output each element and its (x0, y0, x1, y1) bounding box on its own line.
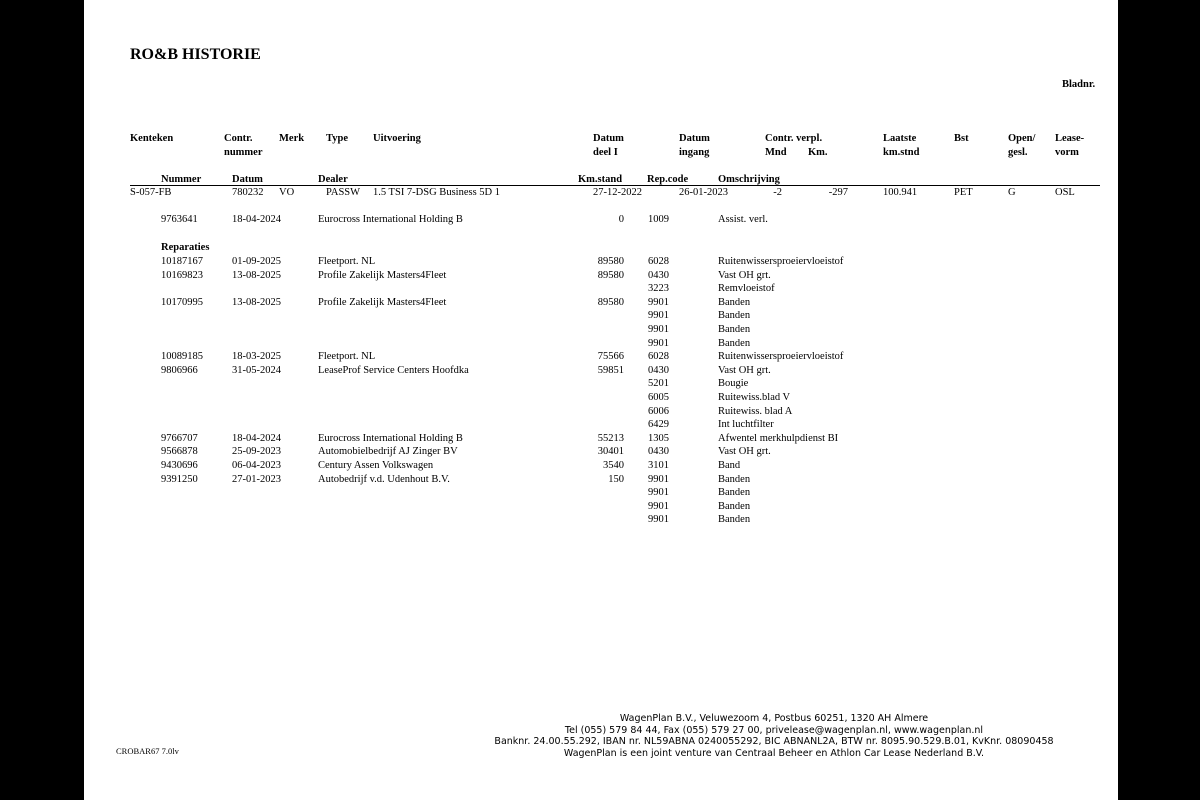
page-title: RO&B HISTORIE (130, 46, 261, 63)
repair-code: 0430 (648, 446, 669, 458)
header-open-line2: gesl. (1008, 147, 1028, 158)
repair-code: 9901 (648, 310, 669, 322)
vehicle-open-gesl: G (1008, 187, 1016, 198)
repair-datum: 01-09-2025 (232, 256, 281, 267)
header-datum: Datum (232, 174, 263, 185)
repair-dealer: Profile Zakelijk Masters4Fleet (318, 269, 447, 281)
repair-nummer: 10089185 (161, 351, 203, 363)
vehicle-km: -297 (828, 187, 848, 198)
repair-code: 3101 (648, 460, 669, 471)
assist-dealer: Eurocross International Holding B (318, 214, 463, 225)
repair-datum: 18-04-2024 (232, 432, 281, 444)
header-open-line1: Open/ (1008, 133, 1036, 144)
repair-omschrijving: Ruitenwissersproeiervloeistof (718, 351, 844, 363)
repair-omschrijving: Banden (718, 487, 751, 499)
header-km: Km. (808, 147, 828, 158)
header-datum-ingang-line1: Datum (679, 133, 710, 144)
repair-dealer: Century Assen Volkswagen (318, 460, 434, 471)
repair-code: 9901 (648, 296, 669, 308)
vehicle-merk: VO (279, 187, 295, 198)
header-laatste-line1: Laatste (883, 133, 917, 144)
assist-datum: 18-04-2024 (232, 214, 281, 225)
document-page (84, 0, 1118, 800)
repair-code: 6005 (648, 392, 669, 403)
repair-nummer: 10187167 (161, 256, 203, 267)
repair-code: 9901 (648, 514, 669, 526)
repair-datum: 18-03-2025 (232, 351, 281, 363)
reparaties-label: Reparaties (161, 242, 210, 253)
repair-dealer: Fleetport. NL (318, 351, 376, 363)
header-contr-verpl: Contr. verpl. (765, 133, 823, 144)
repair-nummer: 9766707 (161, 432, 198, 444)
repair-code: 6028 (648, 351, 669, 363)
assist-omschrijving: Assist. verl. (718, 214, 768, 225)
report-code: CROBAR67 7.0lv (116, 746, 179, 756)
repair-nummer: 9391250 (161, 473, 198, 485)
header-lease-line2: vorm (1055, 147, 1079, 158)
repair-code: 9901 (648, 337, 669, 349)
header-laatste-line2: km.stnd (883, 147, 920, 158)
repair-dealer: Automobielbedrijf AJ Zinger BV (318, 446, 458, 458)
header-uitvoering: Uitvoering (373, 133, 421, 144)
repair-code: 0430 (648, 269, 669, 281)
repair-km: 89580 (597, 269, 624, 281)
vehicle-mnd: -2 (773, 187, 782, 198)
header-lease-line1: Lease- (1055, 133, 1085, 144)
repair-code: 0430 (648, 364, 669, 376)
repair-code: 9901 (648, 487, 669, 499)
repair-omschrijving: Vast OH grt. (718, 269, 771, 281)
repair-nummer: 9430696 (161, 460, 198, 471)
repair-omschrijving: Banden (718, 310, 751, 322)
repair-omschrijving: Ruitewiss.blad V (718, 392, 791, 403)
repair-dealer: LeaseProf Service Centers Hoofdka (318, 364, 469, 376)
repair-omschrijving: Banden (718, 514, 751, 526)
assist-km: 0 (618, 214, 624, 225)
repair-datum: 31-05-2024 (232, 364, 281, 376)
repair-nummer: 9566878 (161, 446, 198, 458)
footer-line-bank: Banknr. 24.00.55.292, IBAN nr. NL59ABNA 0240055292, BIC ABNANL2A, BTW nr. 8095.90.529.B.01, KvKnr. 08090458 (494, 736, 1054, 747)
header-datum-ingang-line2: ingang (679, 147, 710, 158)
repair-km: 89580 (597, 296, 624, 308)
header-dealer: Dealer (318, 174, 348, 185)
repair-dealer: Fleetport. NL (318, 256, 376, 267)
repair-code: 6429 (648, 419, 669, 431)
repair-km: 75566 (597, 351, 624, 363)
header-bst: Bst (954, 133, 969, 144)
vehicle-laatste-km: 100.941 (883, 187, 918, 198)
footer-line-address: WagenPlan B.V., Veluwezoom 4, Postbus 60251, 1320 AH Almere (619, 713, 929, 724)
header-contr-line1: Contr. (224, 133, 253, 144)
repair-km: 55213 (597, 432, 624, 444)
header-datum-deel1-line2: deel I (593, 147, 618, 158)
header-contr-line2: nummer (224, 147, 263, 158)
repair-datum: 25-09-2023 (232, 446, 281, 458)
repair-km: 3540 (603, 460, 624, 471)
repair-code: 9901 (648, 500, 669, 512)
repair-km: 30401 (597, 446, 624, 458)
repair-omschrijving: Banden (718, 296, 751, 308)
repair-omschrijving: Banden (718, 337, 751, 349)
repair-code: 6006 (648, 405, 669, 417)
repair-code: 9901 (648, 473, 669, 485)
header-mnd: Mnd (765, 147, 787, 158)
repair-datum: 27-01-2023 (232, 473, 281, 485)
repair-datum: 06-04-2023 (232, 460, 281, 471)
repair-omschrijving: Vast OH grt. (718, 364, 771, 376)
repair-omschrijving: Ruitenwissersproeiervloeistof (718, 256, 844, 267)
vehicle-lease-vorm: OSL (1055, 187, 1075, 198)
footer (464, 713, 1084, 759)
repair-code: 5201 (648, 378, 669, 390)
repair-omschrijving: Banden (718, 324, 751, 335)
repair-omschrijving: Ruitewiss. blad A (718, 405, 793, 417)
vehicle-bst: PET (954, 187, 973, 198)
vehicle-type: PASSW (326, 187, 361, 198)
repair-dealer: Eurocross International Holding B (318, 432, 463, 444)
header-merk: Merk (279, 133, 305, 144)
header-kenteken: Kenteken (130, 133, 174, 144)
repair-km: 89580 (597, 256, 624, 267)
repair-omschrijving: Afwentel merkhulpdienst BI (718, 432, 839, 444)
footer-line-contact: Tel (055) 579 84 44, Fax (055) 579 27 00, privelease@wagenplan.nl, www.wagenplan.nl (564, 724, 984, 736)
repair-code: 6028 (648, 256, 669, 267)
repair-omschrijving: Banden (718, 473, 751, 485)
repair-nummer: 9806966 (161, 364, 198, 376)
footer-line-joint-venture: WagenPlan is een joint venture van Centraal Beheer en Athlon Car Lease Nederland B.V. (563, 747, 985, 759)
repair-nummer: 10169823 (161, 269, 203, 281)
header-type: Type (326, 133, 348, 144)
vehicle-datum-ingang: 26-01-2023 (679, 187, 728, 198)
repair-datum: 13-08-2025 (232, 269, 281, 281)
repair-omschrijving: Band (718, 460, 741, 471)
repair-code: 3223 (648, 283, 669, 295)
repair-km: 59851 (597, 364, 624, 376)
repair-dealer: Autobedrijf v.d. Udenhout B.V. (318, 473, 450, 485)
header-repcode: Rep.code (647, 174, 689, 185)
repair-omschrijving: Remvloeistof (718, 283, 775, 295)
repair-code: 9901 (648, 324, 669, 335)
vehicle-datum-deel1: 27-12-2022 (593, 187, 642, 198)
vehicle-kenteken: S-057-FB (130, 187, 172, 198)
repair-dealer: Profile Zakelijk Masters4Fleet (318, 296, 447, 308)
vehicle-contract: 780232 (232, 187, 264, 198)
repair-km: 150 (608, 473, 624, 485)
repair-omschrijving: Bougie (718, 378, 749, 390)
repair-omschrijving: Int luchtfilter (718, 419, 774, 431)
repair-datum: 13-08-2025 (232, 296, 281, 308)
vehicle-uitvoering: 1.5 TSI 7-DSG Business 5D 1 (373, 187, 500, 198)
header-nummer: Nummer (161, 174, 202, 185)
assist-nummer: 9763641 (161, 214, 198, 225)
header-kmstand: Km.stand (578, 174, 623, 185)
bladnr-label: Bladnr. (1062, 79, 1096, 90)
repair-omschrijving: Banden (718, 500, 751, 512)
header-datum-deel1-line1: Datum (593, 133, 624, 144)
repair-code: 1305 (648, 432, 669, 444)
repair-nummer: 10170995 (161, 296, 203, 308)
assist-code: 1009 (648, 214, 669, 225)
header-omschrijving: Omschrijving (718, 174, 780, 185)
repair-omschrijving: Vast OH grt. (718, 446, 771, 458)
